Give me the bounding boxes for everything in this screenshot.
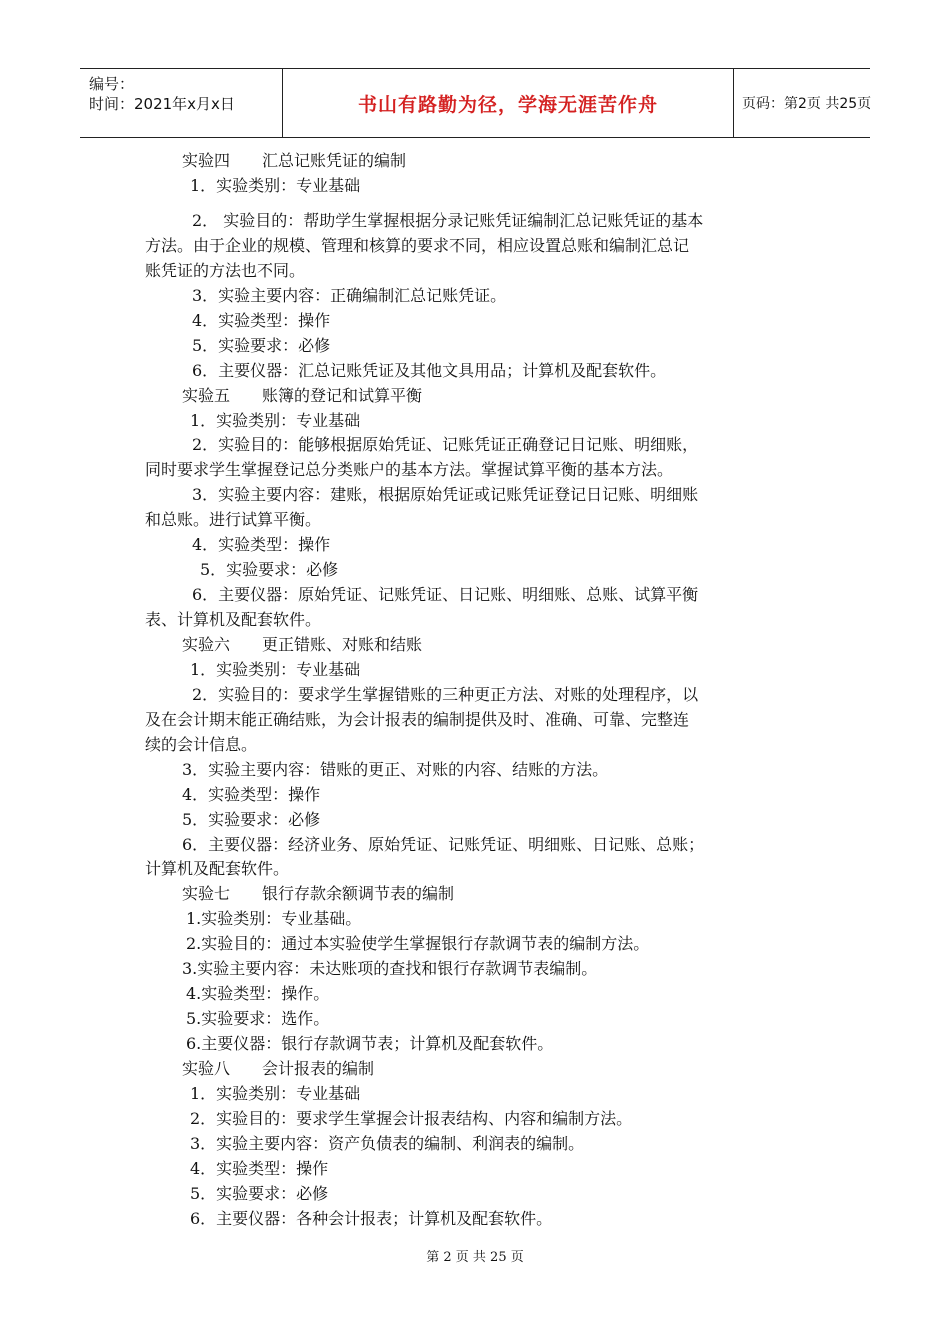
text-line: 2．实验目的：要求学生掌握错账的三种更正方法、对账的处理程序，以 [192,685,699,704]
text-line: 续的会计信息。 [145,735,258,754]
text-line: 2．实验目的：要求学生掌握会计报表结构、内容和编制方法。 [190,1109,633,1128]
text-line: 3.实验主要内容：未达账项的查找和银行存款调节表编制。 [182,959,598,978]
text-line: 3．实验主要内容：错账的更正、对账的内容、结账的方法。 [182,760,609,779]
header-motto-cell [283,69,734,137]
header-page-info: 页码：第2页 共25页 [742,96,872,112]
text-line: 1．实验类别：专业基础 [190,176,361,195]
text-line: 2．实验目的：能够根据原始凭证、记账凭证正确登记日记账、明细账， [192,435,699,454]
text-line: 1．实验类别：专业基础 [190,1084,361,1103]
text-line: 2． 实验目的：帮助学生掌握根据分录记账凭证编制汇总记账凭证的基本 [192,211,704,230]
text-line: 2.实验目的：通过本实验使学生掌握银行存款调节表的编制方法。 [186,934,650,953]
text-line: 6．主要仪器：各种会计报表；计算机及配套软件。 [190,1209,553,1228]
heading-experiment-5: 实验五 账簿的登记和试算平衡 [182,386,423,405]
text-line: 5．实验要求：必修 [200,560,339,579]
header-meta [80,69,283,137]
page-footer: 第 2 页 共 25 页 [426,1250,524,1265]
text-line: 5．实验要求：必修 [192,336,331,355]
text-line: 同时要求学生掌握登记总分类账户的基本方法。掌握试算平衡的基本方法。 [145,460,674,479]
text-line: 和总账。进行试算平衡。 [145,510,322,529]
header-motto: 书山有路勤为径，学海无涯苦作舟 [357,93,658,116]
text-line: 6.主要仪器：银行存款调节表；计算机及配套软件。 [186,1034,554,1053]
text-line: 表、计算机及配套软件。 [145,610,322,629]
text-line: 6．主要仪器：原始凭证、记账凭证、日记账、明细账、总账、试算平衡 [192,585,699,604]
text-line: 3．实验主要内容：正确编制汇总记账凭证。 [192,286,507,305]
text-line: 方法。由于企业的规模、管理和核算的要求不同，相应设置总账和编制汇总记 [145,236,690,255]
text-line: 1.实验类别：专业基础。 [186,909,362,928]
text-line: 6．主要仪器：经济业务、原始凭证、记账凭证、明细账、日记账、总账； [182,835,705,854]
text-line: 1．实验类别：专业基础 [190,660,361,679]
page-header [80,68,870,138]
text-line: 计算机及配套软件。 [145,859,290,878]
text-line: 4．实验类型：操作 [182,785,321,804]
text-line: 5．实验要求：必修 [190,1184,329,1203]
text-line: 5.实验要求：选作。 [186,1009,330,1028]
text-line: 4．实验类型：操作 [192,535,331,554]
text-line: 6．主要仪器：汇总记账凭证及其他文具用品；计算机及配套软件。 [192,361,667,380]
text-line: 账凭证的方法也不同。 [145,261,306,280]
text-line: 4．实验类型：操作 [190,1159,329,1178]
document-time-label: 时间：2021年x月x日 [89,95,235,113]
heading-experiment-6: 实验六 更正错账、对账和结账 [182,635,423,654]
text-line: 3．实验主要内容：建账，根据原始凭证或记账凭证登记日记账、明细账 [192,485,699,504]
text-line: 4．实验类型：操作 [192,311,331,330]
heading-experiment-7: 实验七 银行存款余额调节表的编制 [182,884,455,903]
text-line: 1．实验类别：专业基础 [190,411,361,430]
text-line: 及在会计期末能正确结账，为会计报表的编制提供及时、准确、可靠、完整连 [145,710,690,729]
heading-experiment-4: 实验四 汇总记账凭证的编制 [182,151,407,170]
text-line: 5．实验要求：必修 [182,810,321,829]
document-number-label: 编号： [89,75,135,93]
text-line: 3．实验主要内容：资产负债表的编制、利润表的编制。 [190,1134,585,1153]
text-line: 4.实验类型：操作。 [186,984,330,1003]
heading-experiment-8: 实验八 会计报表的编制 [182,1059,375,1078]
header-page-cell [734,69,870,137]
